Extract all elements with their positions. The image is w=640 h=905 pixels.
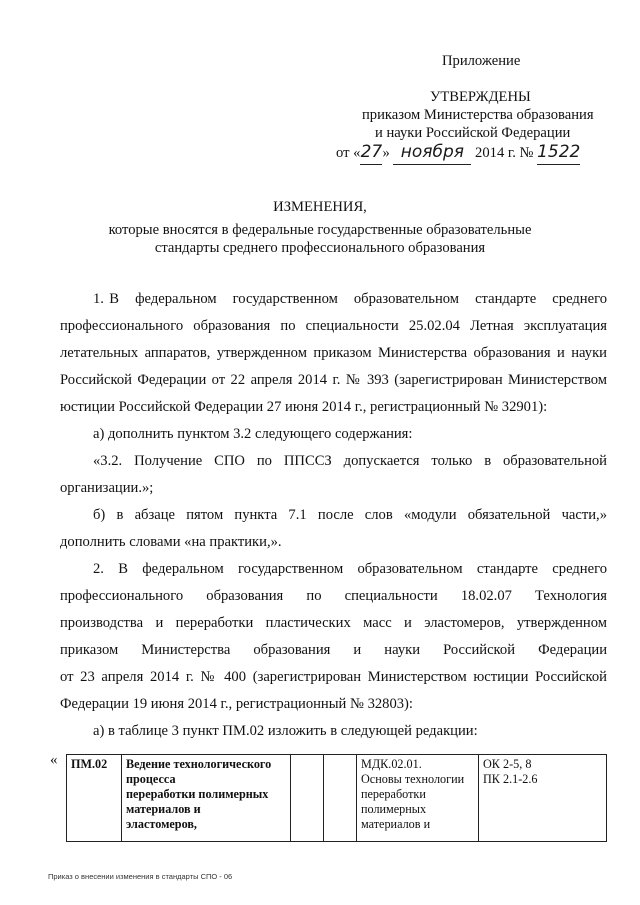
- module-name-cell: [122, 755, 291, 842]
- table-quote-mark: «: [50, 752, 58, 768]
- competency-line: ПК 2.1-2.6: [483, 772, 538, 786]
- para1-line-5: юстиции Российской Федерации 27 июня 2014 г., регистрационный № 32901):: [60, 399, 548, 415]
- mdk-line: полимерных: [361, 802, 427, 816]
- document-subtitle-2: стандарты среднего профессионального образования: [154, 240, 486, 256]
- quote-line-1: «3.2. Получение СПО по ППССЗ допускается только в образовательной: [93, 453, 607, 469]
- date-month: ноября: [393, 140, 471, 165]
- date-day: 27: [360, 140, 382, 165]
- date-year: 2014 г. №: [475, 145, 534, 161]
- para1-item-b-line-1: б) в абзаце пятом пункта 7.1 после слов «модули обязательной части,»: [93, 507, 607, 523]
- mdk-line: материалов и: [361, 817, 431, 831]
- module-name-line: процесса: [126, 772, 176, 786]
- para1-line-1: 1. В федеральном государственном образовательном стандарте среднего: [93, 291, 607, 307]
- module-name-line: эластомеров,: [126, 817, 197, 831]
- module-name-line: Ведение технологического: [126, 757, 272, 771]
- page-footer: Приказ о внесении изменения в стандарты СПО - 06: [48, 872, 233, 881]
- competency-table: [66, 754, 607, 842]
- date-prefix: от «: [336, 145, 361, 161]
- mdk-line: переработки: [361, 787, 426, 801]
- para1-line-2: профессионального образования по специальности 25.02.04 Летная эксплуатация: [60, 318, 607, 334]
- para2-item-a: а) в таблице 3 пункт ПМ.02 изложить в следующей редакции:: [93, 723, 478, 739]
- competency-line: ОК 2-5, 8: [483, 757, 532, 771]
- order-line-1: приказом Министерства образования: [362, 107, 594, 123]
- appendix-label: Приложение: [442, 53, 521, 69]
- mdk-line: Основы технологии: [361, 772, 465, 786]
- para1-line-4: Российской Федерации от 22 апреля 2014 г. № 393 (зарегистрирован Министерством: [60, 372, 607, 388]
- date-mid: »: [382, 145, 390, 161]
- para2-line-2: профессионального образования по специальности 18.02.07 Технология: [60, 588, 607, 604]
- para2-line-6: Федерации 19 июня 2014 г., регистрационный № 32803):: [60, 696, 413, 712]
- table-row: [67, 755, 607, 842]
- hours-cell-2: [324, 755, 357, 842]
- hours-cell-1: [291, 755, 324, 842]
- module-code-cell: ПМ.02: [67, 755, 122, 842]
- quote-line-2: организации.»;: [60, 480, 154, 496]
- order-date-line: [336, 140, 580, 165]
- para1-line-3: летательных аппаратов, утвержденном приказом Министерства образования и науки: [60, 345, 607, 361]
- para2-line-1: 2. В федеральном государственном образовательном стандарте среднего: [93, 561, 607, 577]
- competency-cell: [479, 755, 607, 842]
- date-number: 1522: [537, 140, 580, 165]
- para1-item-a: а) дополнить пунктом 3.2 следующего содержания:: [93, 426, 413, 442]
- para2-line-5: от 23 апреля 2014 г. № 400 (зарегистрирован Министерством юстиции Российской: [60, 669, 607, 685]
- module-name-line: переработки полимерных: [126, 787, 269, 801]
- para2-line-4: приказом Министерства образования и науки Российской Федерации: [60, 642, 607, 658]
- para1-item-b-line-2: дополнить словами «на практики,».: [60, 534, 282, 550]
- document-subtitle-1: которые вносятся в федеральные государственные образовательные: [108, 222, 532, 238]
- para2-line-3: производства и переработки пластических масс и эластомеров, утвержденном: [60, 615, 607, 631]
- mdk-cell: [357, 755, 479, 842]
- approved-label: УТВЕРЖДЕНЫ: [430, 89, 531, 105]
- document-heading: ИЗМЕНЕНИЯ,: [273, 199, 367, 215]
- module-name-line: материалов и: [126, 802, 201, 816]
- order-line-2: и науки Российской Федерации: [375, 125, 571, 141]
- mdk-line: МДК.02.01.: [361, 757, 422, 771]
